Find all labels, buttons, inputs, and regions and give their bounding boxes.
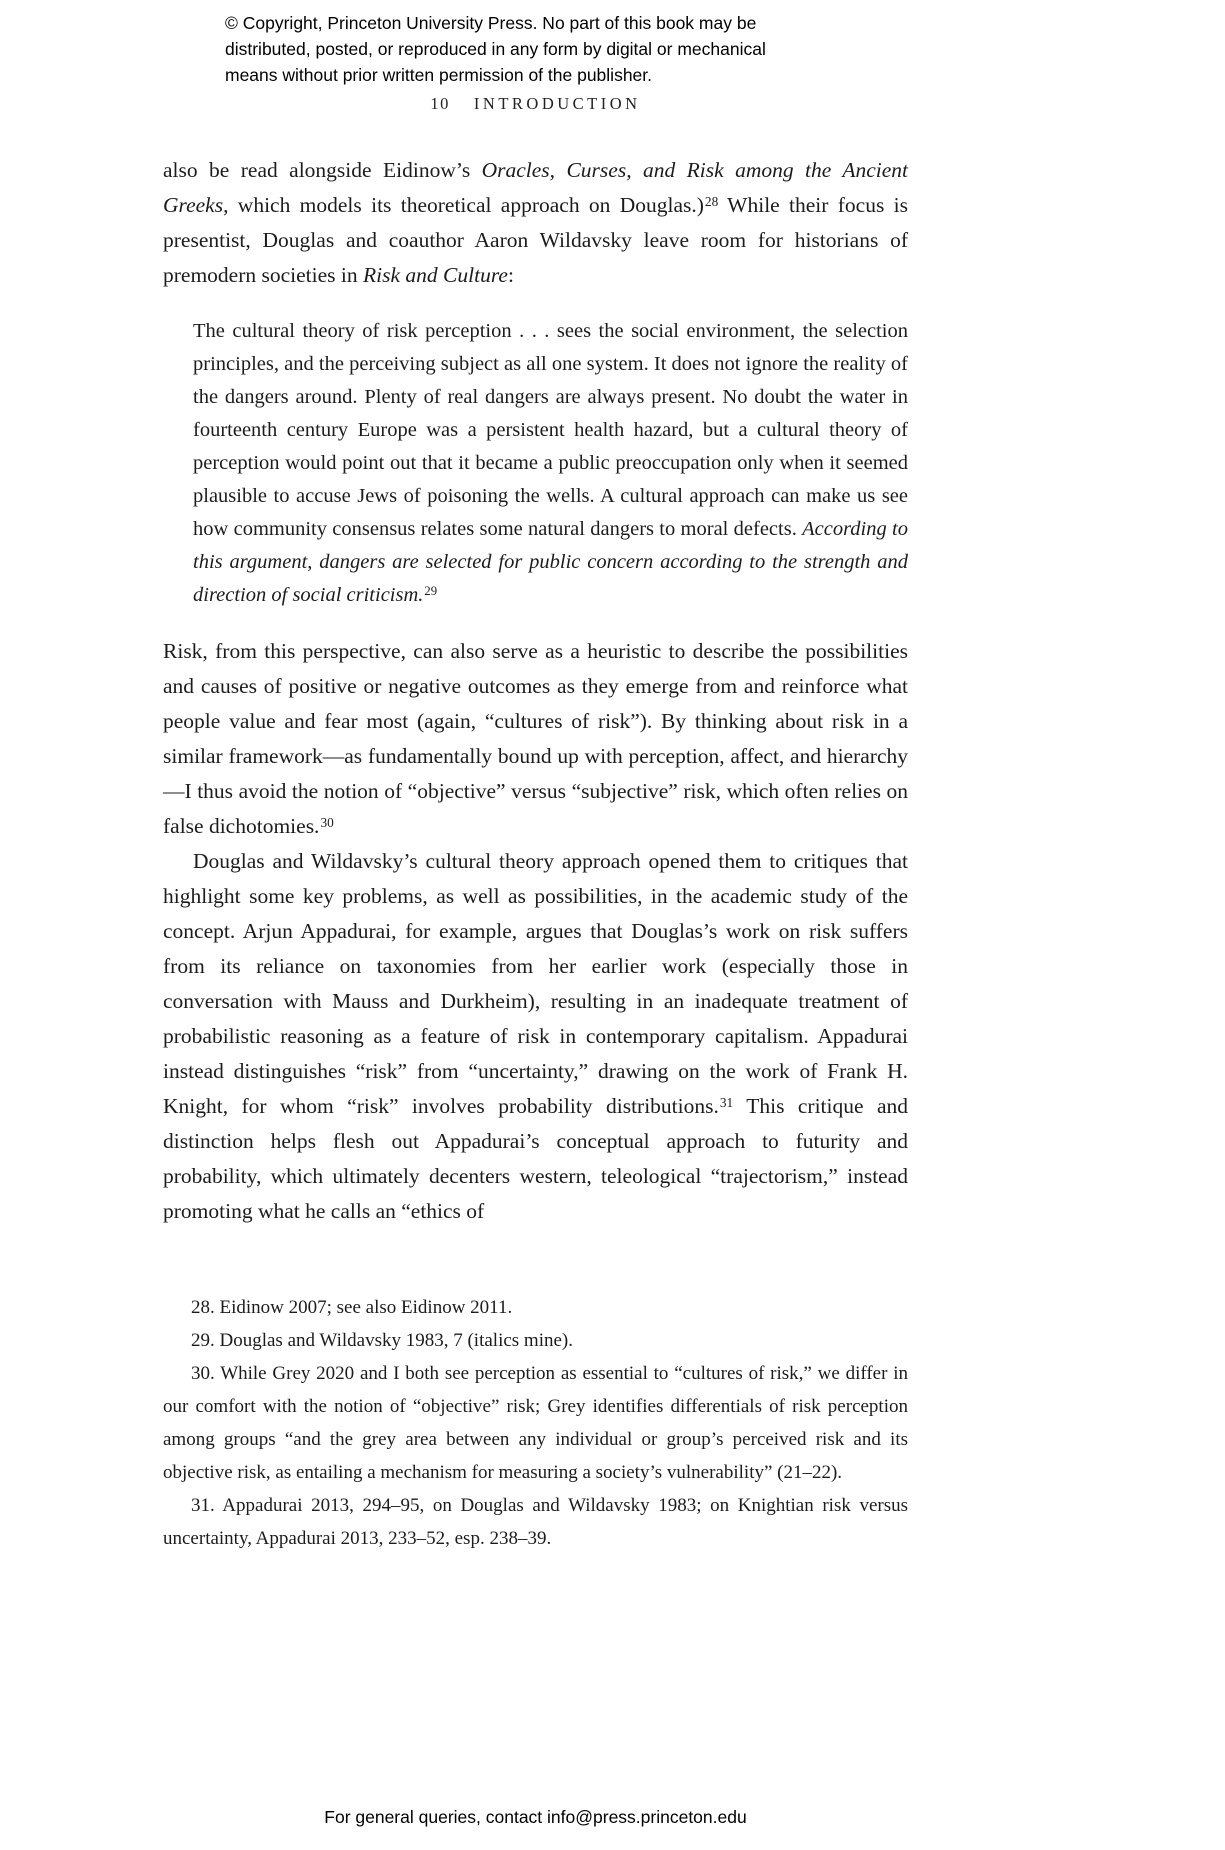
running-title: INTRODUCTION — [473, 94, 641, 113]
text-block — [163, 88, 908, 1555]
page-number: 10 — [430, 94, 450, 113]
paragraph-risk-perspective: Risk, from this perspective, can also serve as a heuristic to describe the possibilities and causes of positive or negative outcomes as they emerge from and reinforce what people value and fear most (again, “cultures of risk”). By thinking about risk in a similar framework—as fundamentally bound up with perception, affect, and hierarchy—I thus avoid the notion of “objective” versus “subjective” risk, which often relies on false dichotomies.$^{30}$ — [163, 639, 908, 838]
paragraph-douglas-wildavsky: Douglas and Wildavsky’s cultural theory approach opened them to critiques that highlight some key problems, as well as possibilities, in the academic study of the concept. Arjun Appadurai, for example, argues that Douglas’s work on risk suffers from its reliance on taxonomies from her earlier work (especially those in conversation with Mauss and Durkheim), resulting in an inadequate treatment of probabilistic reasoning as a feature of risk in contemporary capitalism. Appadurai instead distinguishes “risk” from “uncertainty,” drawing on the work of Frank H. Knight, for whom “risk” involves probability distributions.$^{31}$ This critique and distinction helps flesh out Appadurai’s conceptual approach to futurity and probability, which ultimately decenters western, teleological “trajectorism,” instead promoting what he calls an “ethics of — [163, 849, 909, 1223]
copyright-notice — [225, 10, 1225, 88]
block-quote: The cultural theory of risk perception . . . sees the social environment, the selection principles, and the perceiving subject as all one system. It does not ignore the reality of the dangers around. Plenty of real dangers are always present. No doubt the water in fourteenth century Europe was a persistent health hazard, but a cultural theory of perception would point out that it became a public preoccupation only when it seemed plausible to accuse Jews of poisoning the wells. A cultural approach can make us see how community consensus relates some natural dangers to moral defects. According to this argument, dangers are selected for public concern according to the strength and direction of social criticism.$^{29}$ — [193, 320, 908, 606]
footnote-28: 28. Eidinow 2007; see also Eidinow 2011. — [191, 1297, 513, 1318]
running-head — [163, 94, 908, 114]
footnote-30: 30. While Grey 2020 and I both see perception as essential to “cultures of risk,” we differ in our comfort with the notion of “objective” risk; Grey identifies differentials of risk perception among groups “and the grey area between any individual or group’s perceived risk and its objective risk, as entailing a mechanism for measuring a society’s vulnerability” (21–22). — [163, 1363, 908, 1483]
copyright-notice-line: distributed, posted, or reproduced in any form by digital or mechanical — [225, 39, 766, 59]
paragraph-continuation: also be read alongside Eidinow’s Oracles, Curses, and Risk among the Ancient Greeks, which models its theoretical approach on Douglas.)$^{28}$ While their focus is presentist, Douglas and coauthor Aaron Wildavsky leave room for historians of premodern societies in Risk and Culture: — [163, 158, 909, 287]
footnote-31: 31. Appadurai 2013, 294–95, on Douglas and Wildavsky 1983; on Knightian risk versus uncertainty, Appadurai 2013, 233–52, esp. 238–39. — [163, 1495, 908, 1549]
footnote-29: 29. Douglas and Wildavsky 1983, 7 (italics mine). — [191, 1330, 573, 1351]
copyright-notice-line: means without prior written permission of the publisher. — [225, 65, 653, 85]
copyright-notice-line: © Copyright, Princeton University Press. No part of this book may be — [225, 13, 757, 33]
footnotes-section — [163, 1291, 908, 1555]
footer-contact-line: For general queries, contact info@press.princeton.edu — [324, 1807, 747, 1827]
